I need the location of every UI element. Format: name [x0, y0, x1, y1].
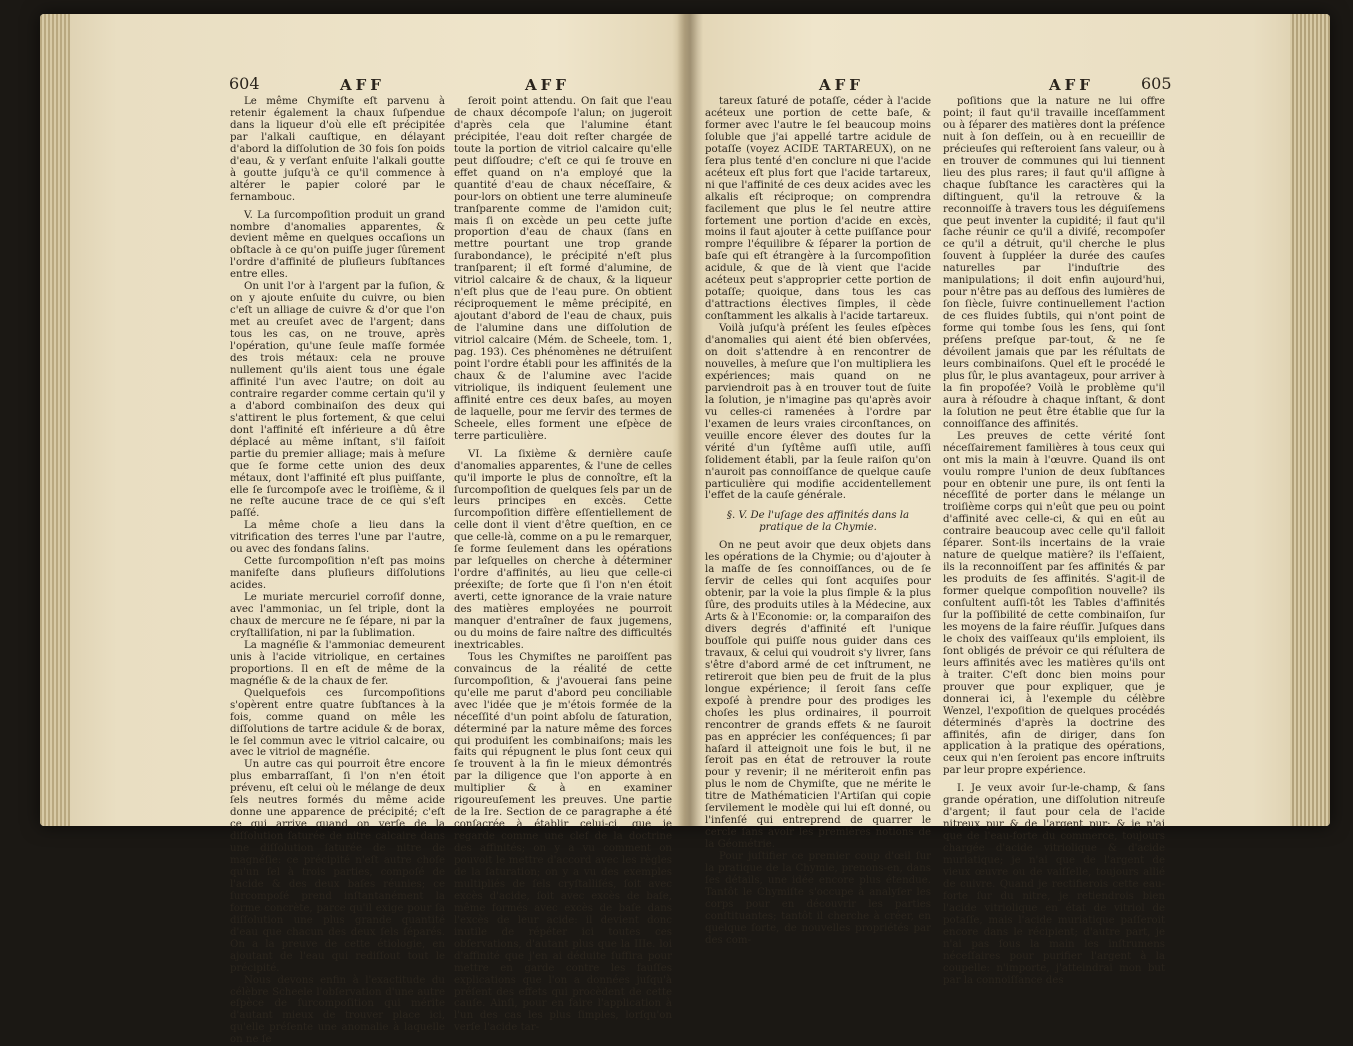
paragraph: Quelquefois ces ſurcompoſitions s'opèrent entre quatre ſubſtances à la fois, comme quand on mêle les diſſolutions de tartre acidule & de borax, le ſel commun avec le vitriol calcaire, ou avec le vitriol de magnéſie.	[230, 687, 445, 759]
page-edges-right	[1290, 14, 1330, 826]
paragraph: I. Je veux avoir ſur-le-champ, & ſans grande opération, une diſſolution nitreuſe d'argent; il faut pour cela de l'acide nitreux pur & de l'argent pur; & je n'ai que de l'eau-forte du commerce, toujours chargée d'acide vitriolique & d'acide muriatique; je n'ai que de l'argent de vieux œuvre ou de vaiſſelle, toujours allié de cuivre. Quand je rectifierois cette eau-forte ſur du nitre, je retiendrois bien l'acide vitriolique en état de vitriol de potaſſe, mais l'acide muriatique paſſeroit encore dans le récipient; d'autre part, je n'ai pas ſous la main les inſtrumens néceſſaires pour purifier l'argent à la coupelle: n'importe, j'atteindrai mon but par la connoiſſance des	[943, 783, 1165, 986]
paragraph: Voilà juſqu'à préſent les ſeules eſpèces d'anomalies qui aient été bien obſervées, on doit s'attendre à en rencontrer de nouvelles, à meſure que l'on multipliera les expériences; mais quand on ne parviendroit pas à en trouver tout de ſuite la ſolution, je n'imagine pas qu'après avoir vu celles-ci ramenées à l'ordre par l'examen de leurs vraies circonſtances, on veuille encore élever des doutes ſur la vérité d'un ſyſtême auſſi utile, auſſi ſolidement établi, par la ſeule raiſon qu'on n'auroit pas connoiſſance de quelque cauſe particulière qui modifie accidentellement l'effet de la cauſe générale.	[705, 323, 931, 502]
paragraph: Tous les Chymiſtes ne paroiſſent pas convaincus de la réalité de cette ſurcompoſition, & j'avouerai ſans peine qu'elle me parut d'abord peu conciliable avec l'idée que je m'étois formée de la néceſſité d'un point abſolu de ſaturation, déterminé par la nature même des forces qui produiſent les combinaiſons; mais les faits qui répugnent le plus ſont ceux qui ſe trouvent à la fin le mieux démontrés par la diligence que l'on apporte à en multiplier & à en examiner rigoureuſement les preuves. Une partie de la Ire. Section de ce paragraphe a été conſacrée à établir celui-ci, que je regarde comme une clef de la doctrine des affinités; on y a vu comment on pouvoit le mettre d'accord avec les règles de la ſaturation; on y a vu des exemples multipliés de ſels cryſtalliſés, ſoit avec excès d'acide, ſoit avec excès de baſe, même formés avec excès de baſe dans l'excès de leur acide: il devient donc inutile de répéter ici toutes ces obſervations, d'autant plus que la IIIe. loi d'affinité que j'en ai déduite ſuffira pour mettre en garde contre les fauſſes explications que l'on a données juſqu'à préſent des effets qui procèdent de cette cauſe. Ainſi, pour en faire l'application à l'un des cas les plus ſimples, lorſqu'on verſe l'acide tar-	[454, 651, 672, 1034]
paragraph: §. V. De l'uſage des affinités dans la pratique de la Chymie.	[726, 510, 910, 534]
paragraph: V. La ſurcompoſition produit un grand nombre d'anomalies apparentes, & devient même en quelques occaſions un obſtacle à ce qu'on puiſſe juger ſûrement l'ordre d'affinité de pluſieurs ſubſtances entre elles.	[230, 209, 445, 281]
text-column	[454, 96, 673, 1034]
running-head: AFF	[340, 76, 385, 94]
paragraph: Les preuves de cette vérité ſont néceſſairement familières à tous ceux qui ont mis la main à l'œuvre. Quand ils ont voulu rompre l'union de deux ſubſtances pour en obtenir une pure, ils ont ſenti la néceſſité de porter dans le mélange un troiſième corps qui n'eût que peu ou point d'affinité avec celle-ci, & qui en eût au contraire beaucoup avec celle qu'il falloit ſéparer. Sont-ils incertains de la vraie nature de quelque matière? ils l'eſſaient, ils la reconnoiſſent par ſes affinités & par les produits de ſes affinités. S'agit-il de former quelque compoſition nouvelle? ils conſultent auſſi-tôt les Tables d'affinités ſur la poſſibilité de cette combinaiſon, ſur les moyens de la faire réuſſir. Juſques dans le choix des vaiſſeaux qu'ils emploient, ils ſont obligés de prévoir ce qui réſultera de leurs affinités avec les matières qu'ils ont à traiter. C'eſt donc bien moins pour prouver que pour expliquer, que je donnerai ici, à l'exemple du célèbre Wenzel, l'expoſition de quelques procédés déterminés d'après la doctrine des affinités, afin de diriger, dans ſon application à la pratique des opérations, ceux qui n'en ſeroient pas encore inſtruits par leur propre expérience.	[943, 430, 1165, 777]
paragraph: Le même Chymiſte eſt parvenu à retenir également la chaux ſuſpendue dans la liqueur d'où elle eſt précipitée par l'alkali cauſtique, en délayant d'abord la diſſolution de 30 fois ſon poids d'eau, & y verſant enſuite l'alkali goutte à goutte juſqu'à ce qu'il commence à altérer le papier coloré par le fernambouc.	[230, 96, 445, 203]
book-gutter	[677, 14, 703, 826]
page-number: 604	[229, 74, 260, 93]
book-spread	[40, 14, 1330, 1046]
paragraph: On ne peut avoir que deux objets dans les opérations de la Chymie; ou d'ajouter à la maſſe de ſes connoiſſances, ou de ſe ſervir de celles qui ſont acquiſes pour obtenir, par la voie la plus ſimple & la plus ſûre, des produits utiles à la Médecine, aux Arts & à l'Economie: or, la comparaiſon des divers degrés d'affinité eſt l'unique bouſſole qui puiſſe nous guider dans ces travaux, & celui qui voudroit s'y livrer, ſans s'être d'abord armé de cet inſtrument, ne retireroit que bien peu de fruit de la plus longue expérience; il ſeroit ſans ceſſe expoſé à prendre pour des prodiges les choſes les plus ordinaires, il pourroit rencontrer de grands effets & ne ſauroit pas en apprécier les conſéquences; ſi par haſard il atteignoit une fois le but, il ne ſeroit pas en état de retrouver la route pour y revenir; il ne mériteroit enfin pas plus le nom de Chymiſte, que ne mérite le titre de Mathématicien l'Artiſan qui copie ſervilement le modèle qui lui eſt donné, ou l'infenſé qui entreprend de quarrer le cercle ſans avoir les premières notions de la Géométrie.	[705, 540, 931, 851]
paragraph: VI. La ſixième & dernière cauſe d'anomalies apparentes, & l'une de celles qu'il importe le plus de connoître, eſt la ſurcompoſition de quelques ſels par un de leurs principes en excès. Cette ſurcompoſition diffère eſſentiellement de celle dont il vient d'être queſtion, en ce que celle-là, comme on a pu le remarquer, ſe forme ſeulement dans les opérations par leſquelles on cherche à déterminer l'ordre d'affinités, au lieu que celle-ci préexiſte; de ſorte que ſi l'on n'en étoit averti, cette ignorance de la vraie nature des matières employées ne pourroit manquer d'entraîner de faux jugemens, ou du moins de faire naître des difficultés inextricables.	[454, 448, 673, 651]
paragraph: On unit l'or à l'argent par la fuſion, & on y ajoute enſuite du cuivre, ou bien c'eſt un alliage de cuivre & d'or que l'on met au creuſet avec de l'argent; dans tous les cas, on ne trouve, après l'opération, qu'une ſeule maſſe formée des trois métaux: cela ne prouve nullement qu'ils aient tous une égale affinité l'un avec l'autre; on doit au contraire regarder comme certain qu'il y a d'abord combinaiſon des deux qui s'attirent le plus fortement, & que celui dont l'affinité eſt inférieure a dû être déplacé au même inſtant, s'il faiſoit partie du premier alliage; mais à meſure que ſe forme cette union des deux métaux, dont l'affinité eſt plus puiſſante, elle ſe ſurcompoſe avec le troiſième, & il ne reſte aucune trace de ce qui s'eſt paſſé.	[230, 281, 445, 520]
text-column	[943, 96, 1165, 986]
paragraph: Pour juſtifier ce premier coup d'œil ſur la pratique de la Chymie, prenons-en, dans ſes détails, une idée encore plus étendue. Tantôt le Chymiſte s'occupe à analyſer les corps pour en découvrir les parties conſtituantes; tantôt il cherche à créer, en quelque ſorte, de nouvelles propriétés par des com-	[705, 851, 931, 946]
paragraph: Cette ſurcompoſition n'eſt pas moins manifeſte dans pluſieurs diſſolutions acides.	[230, 556, 445, 592]
running-head: AFF	[525, 76, 570, 94]
page-edges-left	[40, 14, 70, 826]
paragraph: Nous devons enfin à l'exactitude du célèbre Scheele l'obſervation d'une autre eſpèce de ſurcompoſition qui mérite d'autant mieux de trouver place ici, qu'elle préſente une anomalie à laquelle on ne ſe	[230, 974, 445, 1046]
running-head: AFF	[1049, 76, 1094, 94]
paragraph: Le muriate mercuriel corroſif donne, avec l'ammoniac, un ſel triple, dont la chaux de mercure ne ſe ſépare, ni par la cryſtalliſation, ni par la ſublimation.	[230, 592, 445, 639]
paragraph: poſitions que la nature ne lui offre point; il faut qu'il travaille inceſſamment ou à ſéparer des matières dont la préſence nuit à ſon deſſein, ou à en recueillir de précieuſes qui reſteroient ſans valeur, ou à en trouver de communes qui lui tiennent lieu des plus rares; il faut qu'il aſſigne à chaque ſubſtance les caractères qui la diſtinguent, qu'il la retrouve & la reconnoiſſe à travers tous les déguiſemens que peut inventer la cupidité; il faut qu'il ſache réunir ce qu'il a diviſé, recompoſer ce qu'il a détruit, qu'il cherche le plus ſouvent à ſuppléer la durée des cauſes naturelles par l'induſtrie des manipulations; il doit enfin aujourd'hui, pour n'être pas au deſſous des lumières de ſon ſiècle, ſuivre continuellement l'action de ces fluides ſubtils, qui n'ont point de forme qui tombe ſous les ſens, qui ſont préſens preſque par-tout, & ne ſe dévoilent jamais que par les réſultats de leurs combinaiſons. Quel eſt le procédé le plus ſûr, le plus avantageux, pour arriver à la fin propoſée? Voilà le problème qu'il aura à réſoudre à chaque inſtant, & dont la ſolution ne peut être établie que ſur la connoiſſance des affinités.	[943, 96, 1165, 430]
paragraph: tareux ſaturé de potaſſe, céder à l'acide acéteux une portion de cette baſe, & former avec l'autre le ſel beaucoup moins ſoluble que j'ai appellé tartre acidule de potaſſe (voyez ACIDE TARTAREUX), on ne ſera plus tenté d'en conclure ni que l'acide acéteux eſt plus fort que l'acide tartareux, ni que l'affinité de ces deux acides avec les alkalis eſt réciproque; on comprendra facilement que plus le ſel neutre attire fortement une portion d'acide en excès, moins il faut ajouter à cette puiſſance pour rompre l'équilibre & ſéparer la portion de baſe qui eſt étrangère à la ſurcompoſition acidule, & que de là vient que l'acide acéteux peut s'approprier cette portion de potaſſe; quoique, dans tous les cas d'attractions électives ſimples, il cède conſtamment les alkalis à l'acide tartareux.	[705, 96, 931, 323]
text-column	[705, 96, 931, 946]
paragraph: La magnéſie & l'ammoniac demeurent unis à l'acide vitriolique, en certaines proportions. Il en eſt de même de la magnéſie & de la chaux de fer.	[230, 639, 445, 687]
paragraph: ſeroit point attendu. On ſait que l'eau de chaux décompoſe l'alun; on jugeroit d'après cela que l'alumine étant précipitée, l'eau doit reſter chargée de toute la portion de vitriol calcaire qu'elle peut diſſoudre; c'eſt ce qui ſe trouve en effet quand on n'a employé que la quantité d'eau de chaux néceſſaire, & pour-lors on obtient une terre alumineuſe tranſparente comme de l'amidon cuit; mais ſi on excède un peu cette juſte proportion d'eau de chaux (ſans en mettre pourtant une trop grande ſurabondance), le précipité n'eſt plus tranſparent; il eſt formé d'alumine, de vitriol calcaire & de chaux, & la liqueur n'eſt plus que de l'eau pure. On obtient réciproquement le même précipité, en ajoutant d'abord de l'eau de chaux, puis de l'alumine dans une diſſolution de vitriol calcaire (Mém. de Scheele, tom. 1, pag. 193). Ces phénomènes ne détruiſent point l'ordre établi pour les affinités de la chaux & de l'alumine avec l'acide vitriolique, ils indiquent ſeulement une affinité entre ces deux baſes, au moyen de laquelle, pour me ſervir des termes de Scheele, elles forment une eſpèce de terre particulière.	[454, 96, 672, 442]
text-column	[230, 96, 445, 1046]
page-number: 605	[1141, 74, 1172, 93]
paragraph: Un autre cas qui pourroit être encore plus embarraſſant, ſi l'on n'en étoit prévenu, eſt celui où le mélange de deux ſels neutres formés du même acide donne une apparence de précipité; c'eſt ce qui arrive quand on verſe de la diſſolution ſaturée de nitre calcaire dans une diſſolution ſaturée de nitre de magnéſie: ce précipité n'eſt autre choſe qu'un ſel à trois parties, compoſé de l'acide & des deux baſes réunies; ce ſurcompoſé prend inſtantanément la forme concrète, parce qu'il exige pour ſa diſſolution une plus grande quantité d'eau que chacun des deux ſels ſéparés. On a la preuve de cette étiologie, en ajoutant de l'eau qui rediſſout tout le précipité.	[230, 759, 445, 974]
running-head: AFF	[819, 76, 864, 94]
paragraph: La même choſe a lieu dans la vitrification des terres l'une par l'autre, ou avec des fondans ſalins.	[230, 520, 445, 556]
